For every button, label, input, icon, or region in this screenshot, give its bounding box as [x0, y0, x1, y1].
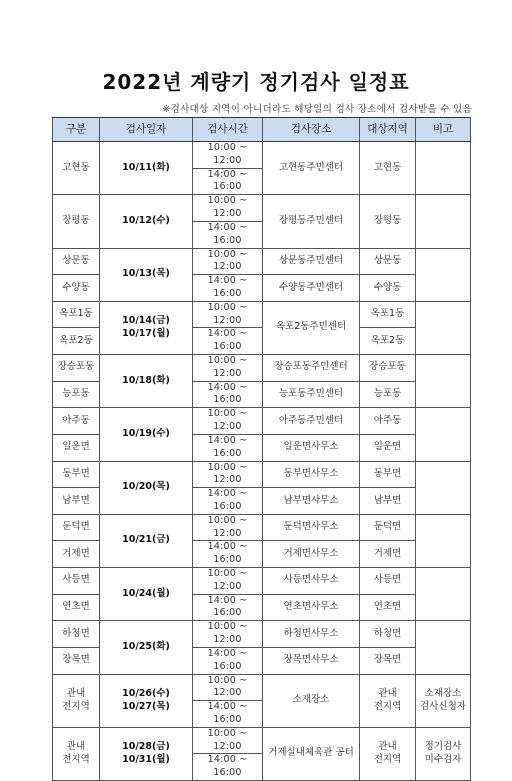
time-cell: 14:00 ~ 16:00	[193, 221, 263, 248]
target-cell: 거제면	[360, 541, 416, 568]
gubun-cell: 장승포동	[53, 355, 100, 382]
date-cell: 10/11(화)	[100, 142, 193, 195]
time-cell: 14:00 ~ 16:00	[193, 594, 263, 621]
table-row	[53, 568, 471, 595]
gubun-cell: 둔덕면	[53, 514, 100, 541]
table-row	[53, 142, 471, 169]
place-cell: 일운면사무소	[263, 434, 360, 461]
time-cell: 14:00 ~ 16:00	[193, 754, 263, 781]
target-cell: 둔덕면	[360, 514, 416, 541]
place-cell: 하청면사무소	[263, 621, 360, 648]
gubun-cell: 능포동	[53, 381, 100, 408]
gubun-cell: 관내 전지역	[53, 727, 100, 780]
note-cell	[416, 514, 471, 567]
note-cell	[416, 195, 471, 248]
note-cell	[416, 142, 471, 195]
table-row	[53, 408, 471, 435]
target-cell: 동부면	[360, 461, 416, 488]
place-cell: 수양동주민센터	[263, 275, 360, 302]
time-cell: 14:00 ~ 16:00	[193, 434, 263, 461]
header-note: 비고	[416, 118, 471, 142]
time-cell: 10:00 ~ 12:00	[193, 301, 263, 328]
table-row	[53, 674, 471, 701]
header-gubun: 구분	[53, 118, 100, 142]
place-cell: 장목면사무소	[263, 647, 360, 674]
place-cell: 장승포동주민센터	[263, 355, 360, 382]
target-cell: 상문동	[360, 248, 416, 275]
note-cell: 정기검사 미수검자	[416, 727, 471, 780]
place-cell: 소재장소	[263, 674, 360, 727]
date-cell: 10/13(목)	[100, 248, 193, 301]
target-cell: 수양동	[360, 275, 416, 302]
table-row	[53, 461, 471, 488]
note-cell	[416, 621, 471, 674]
target-cell: 옥포1동	[360, 301, 416, 328]
table-row	[53, 621, 471, 648]
date-cell: 10/12(수)	[100, 195, 193, 248]
place-cell: 옥포2동주민센터	[263, 301, 360, 354]
note-cell	[416, 568, 471, 621]
inspection-schedule-table	[52, 117, 471, 781]
time-cell: 10:00 ~ 12:00	[193, 727, 263, 754]
target-cell: 연초면	[360, 594, 416, 621]
time-cell: 10:00 ~ 12:00	[193, 142, 263, 169]
table-row	[53, 355, 471, 382]
gubun-cell: 옥포2동	[53, 328, 100, 355]
time-cell: 14:00 ~ 16:00	[193, 541, 263, 568]
target-cell: 하청면	[360, 621, 416, 648]
place-cell: 거제면사무소	[263, 541, 360, 568]
time-cell: 10:00 ~ 12:00	[193, 621, 263, 648]
target-cell: 남부면	[360, 488, 416, 515]
table-body	[53, 142, 471, 781]
target-cell: 관내 전지역	[360, 727, 416, 780]
header-target: 대상지역	[360, 118, 416, 142]
gubun-cell: 하청면	[53, 621, 100, 648]
gubun-cell: 장평동	[53, 195, 100, 248]
page-title: 2022년 계량기 정기검사 일정표	[102, 70, 410, 94]
gubun-cell: 관내 전지역	[53, 674, 100, 727]
date-cell: 10/26(수) 10/27(목)	[100, 674, 193, 727]
time-cell: 14:00 ~ 16:00	[193, 275, 263, 302]
target-cell: 일운면	[360, 434, 416, 461]
note-cell	[416, 301, 471, 354]
time-cell: 10:00 ~ 12:00	[193, 195, 263, 222]
time-cell: 10:00 ~ 12:00	[193, 248, 263, 275]
time-cell: 10:00 ~ 12:00	[193, 674, 263, 701]
header-date: 검사일자	[100, 118, 193, 142]
target-cell: 사등면	[360, 568, 416, 595]
time-cell: 10:00 ~ 12:00	[193, 355, 263, 382]
header-place: 검사장소	[263, 118, 360, 142]
target-cell: 고현동	[360, 142, 416, 195]
table-row	[53, 514, 471, 541]
date-cell: 10/18(화)	[100, 355, 193, 408]
date-cell: 10/14(금) 10/17(월)	[100, 301, 193, 354]
gubun-cell: 거제면	[53, 541, 100, 568]
note-cell	[416, 408, 471, 461]
date-cell: 10/19(수)	[100, 408, 193, 461]
note-cell	[416, 248, 471, 301]
gubun-cell: 일운면	[53, 434, 100, 461]
place-cell: 능포동주민센터	[263, 381, 360, 408]
target-cell: 옥포2동	[360, 328, 416, 355]
gubun-cell: 옥포1동	[53, 301, 100, 328]
table-row	[53, 301, 471, 328]
table-row	[53, 195, 471, 222]
place-cell: 연초면사무소	[263, 594, 360, 621]
target-cell: 능포동	[360, 381, 416, 408]
gubun-cell: 수양동	[53, 275, 100, 302]
place-cell: 거제실내체육관 공터	[263, 727, 360, 780]
place-cell: 장평동주민센터	[263, 195, 360, 248]
target-cell: 장평동	[360, 195, 416, 248]
note-cell	[416, 461, 471, 514]
place-cell: 사등면사무소	[263, 568, 360, 595]
place-cell: 동부면사무소	[263, 461, 360, 488]
target-cell: 아주동	[360, 408, 416, 435]
gubun-cell: 남부면	[53, 488, 100, 515]
time-cell: 10:00 ~ 12:00	[193, 568, 263, 595]
date-cell: 10/21(금)	[100, 514, 193, 567]
gubun-cell: 사등면	[53, 568, 100, 595]
time-cell: 14:00 ~ 16:00	[193, 647, 263, 674]
table-header-row	[53, 118, 471, 142]
gubun-cell: 장목면	[53, 647, 100, 674]
date-cell: 10/24(월)	[100, 568, 193, 621]
time-cell: 14:00 ~ 16:00	[193, 328, 263, 355]
time-cell: 14:00 ~ 16:00	[193, 168, 263, 195]
place-cell: 남부면사무소	[263, 488, 360, 515]
place-cell: 상문동주민센터	[263, 248, 360, 275]
table-row	[53, 727, 471, 754]
date-cell: 10/28(금) 10/31(월)	[100, 727, 193, 780]
gubun-cell: 연초면	[53, 594, 100, 621]
time-cell: 14:00 ~ 16:00	[193, 701, 263, 728]
note-cell	[416, 355, 471, 408]
gubun-cell: 상문동	[53, 248, 100, 275]
gubun-cell: 동부면	[53, 461, 100, 488]
date-cell: 10/25(화)	[100, 621, 193, 674]
place-cell: 아주동주민센터	[263, 408, 360, 435]
date-cell: 10/20(목)	[100, 461, 193, 514]
target-cell: 장승포동	[360, 355, 416, 382]
time-cell: 10:00 ~ 12:00	[193, 461, 263, 488]
notice-text: ※검사대상 지역이 아니더라도 해당일의 검사 장소에서 검사받을 수 있음	[162, 104, 472, 115]
time-cell: 10:00 ~ 12:00	[193, 408, 263, 435]
target-cell: 장목면	[360, 647, 416, 674]
time-cell: 14:00 ~ 16:00	[193, 488, 263, 515]
note-cell: 소재장소 검사신청자	[416, 674, 471, 727]
gubun-cell: 아주동	[53, 408, 100, 435]
place-cell: 둔덕면사무소	[263, 514, 360, 541]
place-cell: 고현동주민센터	[263, 142, 360, 195]
target-cell: 관내 전지역	[360, 674, 416, 727]
table-row	[53, 248, 471, 275]
header-time: 검사시간	[193, 118, 263, 142]
gubun-cell: 고현동	[53, 142, 100, 195]
time-cell: 14:00 ~ 16:00	[193, 381, 263, 408]
time-cell: 10:00 ~ 12:00	[193, 514, 263, 541]
